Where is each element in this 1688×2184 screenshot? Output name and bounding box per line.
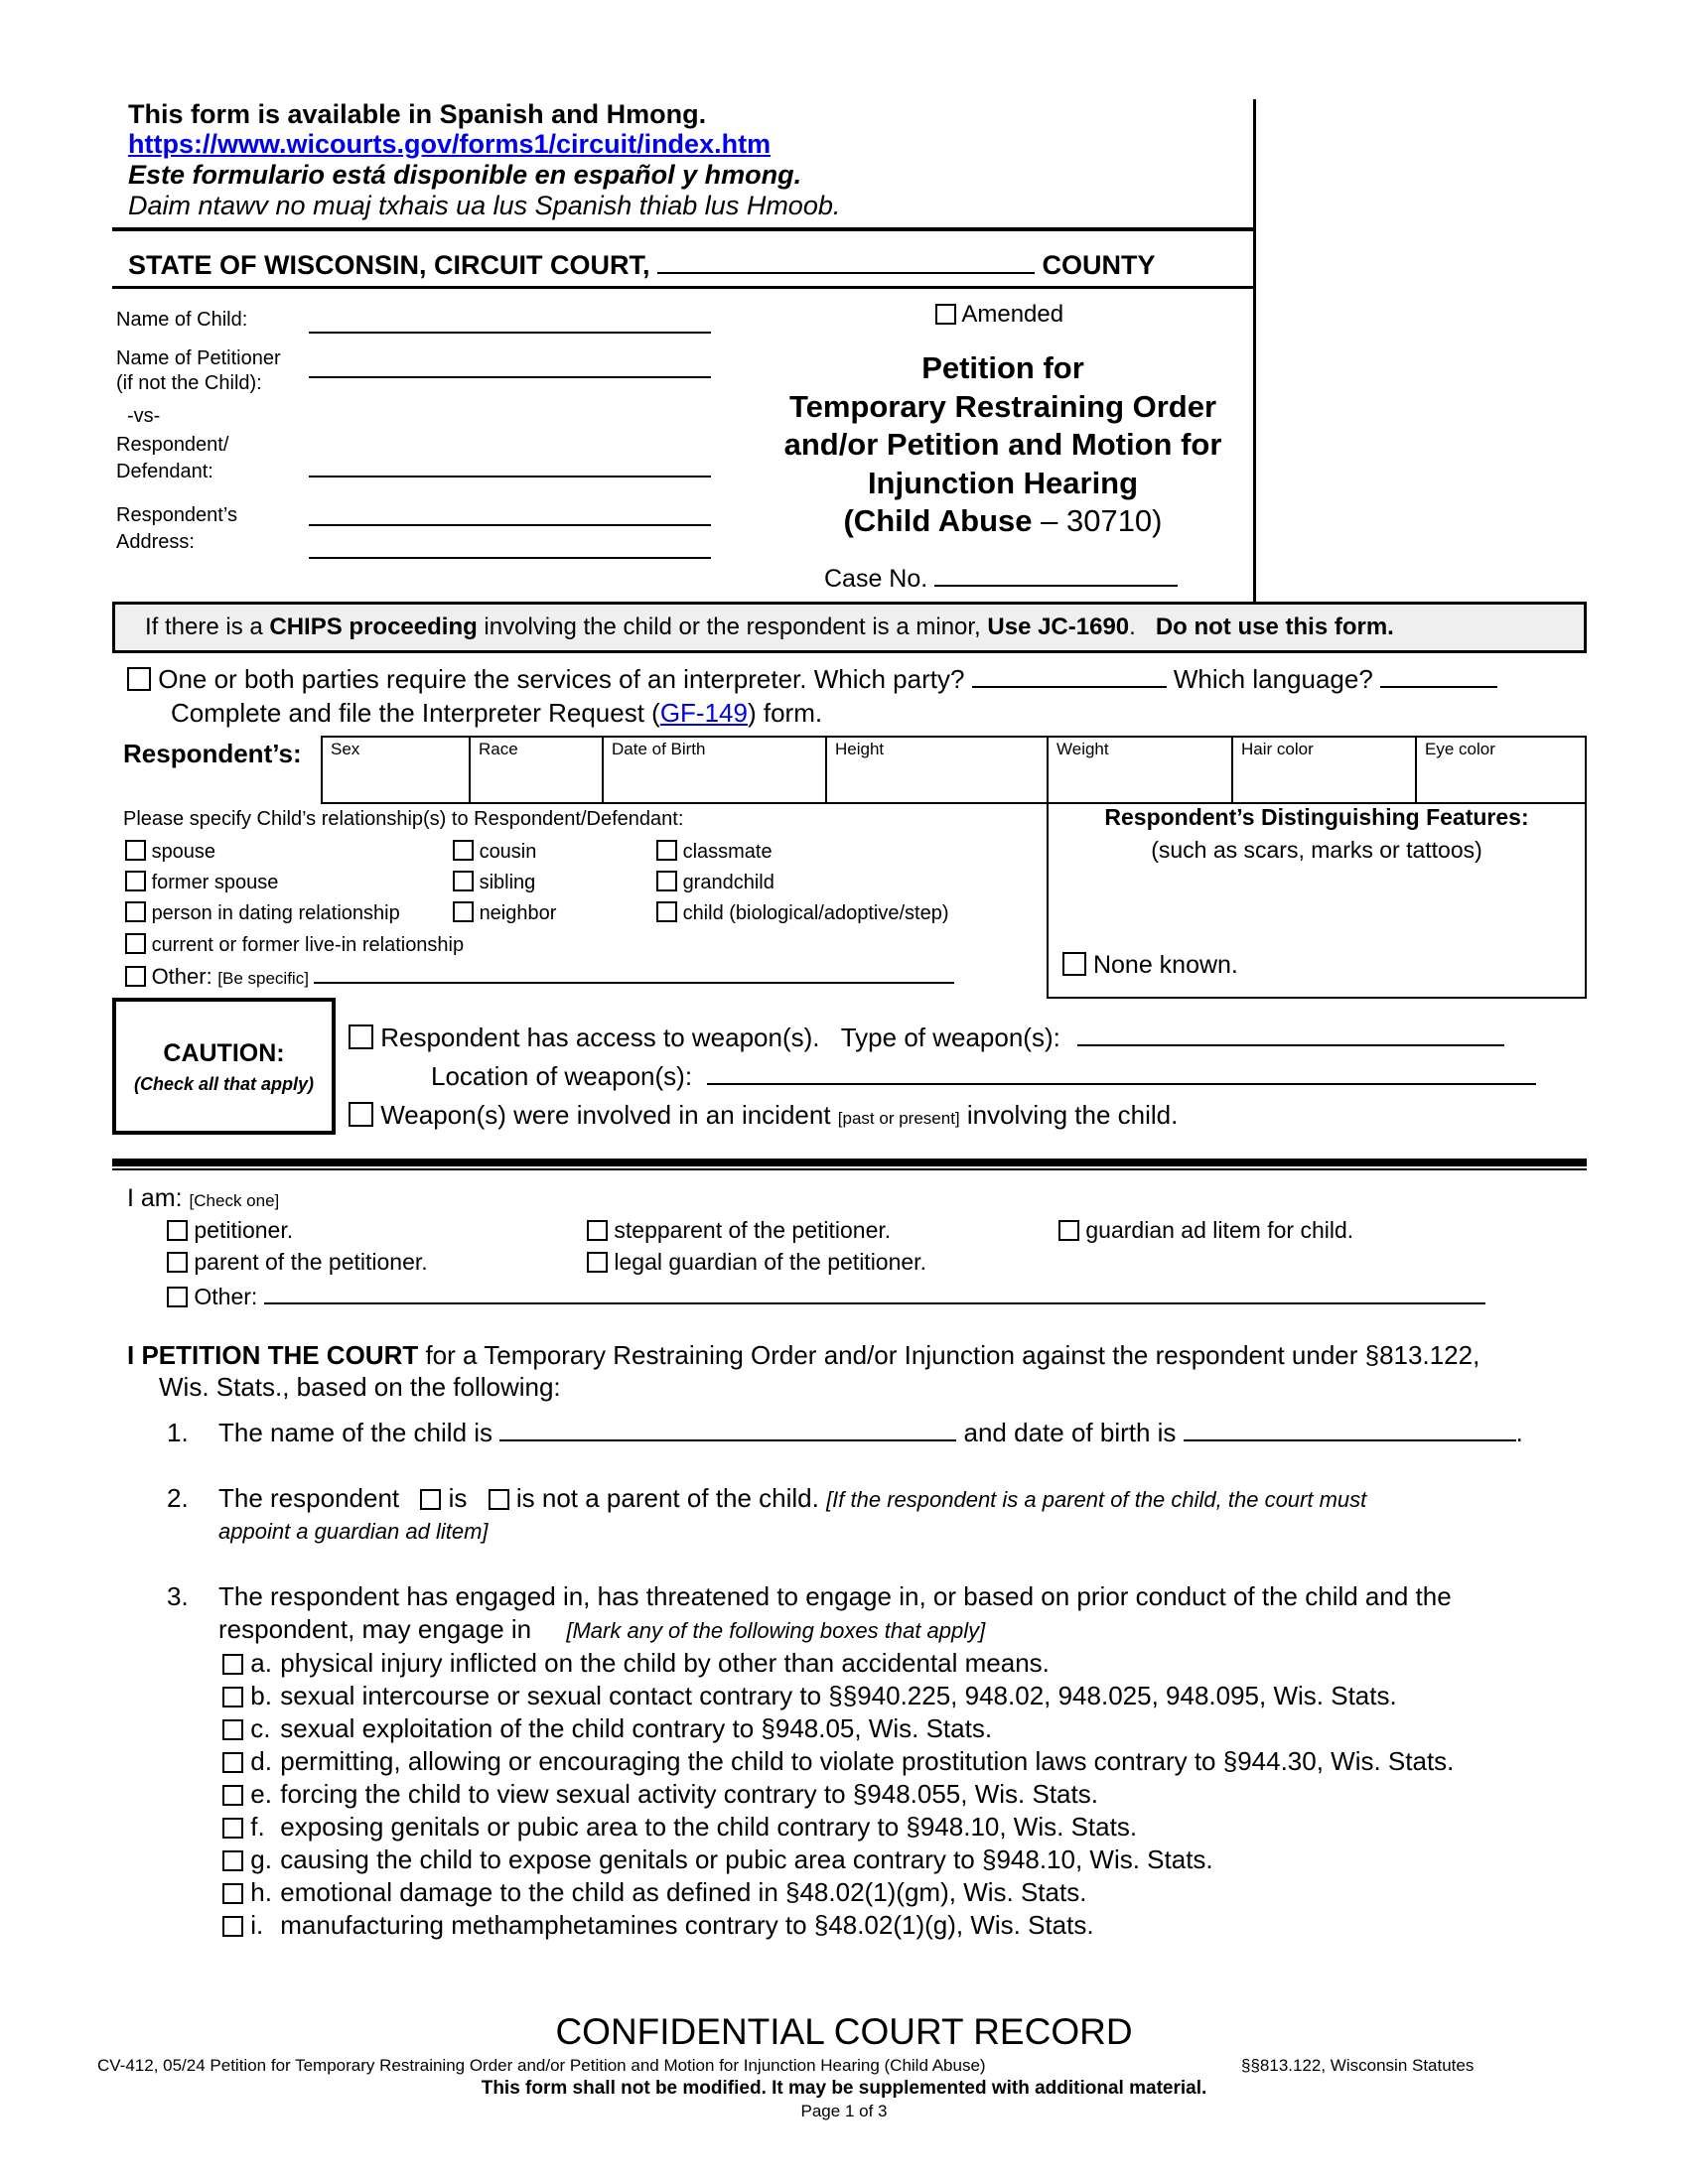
weapon-type-field[interactable] [1077,1043,1504,1046]
none-known-label: None known. [1092,951,1238,979]
item-3-number: 3. [167,1581,189,1611]
amended-label: Amended [961,301,1064,328]
abuse-e-checkbox[interactable] [222,1785,243,1806]
title-line-1: Petition for [921,350,1084,385]
i-am-petitioner-label: petitioner. [194,1217,294,1243]
caution-title: CAUTION: [163,1039,285,1067]
amended-checkbox[interactable] [935,304,956,325]
spanish-notice: Este formulario está disponible en español y hmong. [128,160,802,190]
cell-race[interactable] [469,736,604,804]
chips-text-2: involving the child or the respondent is a minor, [477,614,988,640]
item-2-is-not-label: is not a parent of the child. [515,1483,819,1513]
rel-sibling-label: sibling [479,872,536,893]
weapon-location-label: Location of weapon(s): [431,1061,693,1091]
caption-vertical-rule [1253,99,1256,604]
abuse-type-d[interactable] [222,1745,1454,1778]
weapon-access-label: Respondent has access to weapon(s). [380,1023,820,1052]
item-2-is-label: is [448,1483,468,1513]
title-line-5 [755,502,1251,541]
abuse-i-checkbox[interactable] [222,1916,243,1937]
item-2-is-checkbox[interactable] [420,1489,441,1510]
rel-neighbor-label: neighbor [479,902,557,924]
header-divider [112,227,1255,231]
rel-child-checkbox[interactable] [656,901,677,922]
rel-dating[interactable] [125,901,400,925]
cell-dob[interactable] [602,736,827,804]
petition-text: for a Temporary Restraining Order and/or Injunction against the respondent under §813.122, [418,1340,1480,1370]
rel-grandchild-checkbox[interactable] [656,871,677,891]
abuse-b-letter: b. [250,1681,272,1710]
rel-classmate-checkbox[interactable] [656,840,677,861]
abuse-b-text: sexual intercourse or sexual contact contrary to §§940.225, 948.02, 948.025, 948.095, Wis. Stats. [280,1681,1397,1710]
rel-grandchild[interactable] [656,871,774,894]
item-1-child-name-field[interactable] [499,1438,956,1441]
abuse-type-h[interactable] [222,1876,1454,1909]
item-2 [218,1483,1366,1514]
item-3-hint: [Mark any of the following boxes that apply] [566,1618,986,1643]
item-3-line-1: The respondent has engaged in, has threatened to engage in, or based on prior conduct of the child and the [218,1581,1452,1611]
i-am-parent-label: parent of the petitioner. [194,1249,428,1275]
label-respondents: Respondent’s [116,504,237,526]
relationship-heading: Please specify Child’s relationship(s) to Respondent/Defendant: [123,808,684,830]
col-weight: Weight [1056,740,1109,758]
case-number-field[interactable] [934,584,1178,587]
petition-intro-2: Wis. Stats., based on the following: [159,1372,561,1402]
rel-classmate-label: classmate [682,841,773,863]
rel-child[interactable] [656,901,949,925]
chips-bold-1: CHIPS proceeding [269,614,478,640]
rel-live-in-label: current or former live-in relationship [151,934,465,956]
i-am-label: I am: [127,1184,183,1212]
item-2-note-2: appoint a guardian ad litem] [218,1519,489,1544]
interpreter-row [127,664,1497,695]
item-2-label: The respondent [218,1483,400,1513]
rel-other-label: Other: [151,964,212,989]
confidential-label: CONFIDENTIAL COURT RECORD [555,2011,1133,2052]
rel-sibling[interactable] [453,871,535,894]
i-am-gal-checkbox[interactable] [1058,1220,1079,1241]
label-name-of-petitioner: Name of Petitioner [116,347,281,369]
label-vs: -vs- [127,405,161,427]
item-1: The name of the child is and date of birth is . [218,1418,1523,1447]
which-language-label: Which language? [1173,664,1373,694]
rel-cousin-label: cousin [479,841,537,863]
weapon-incident-hint: [past or present] [837,1109,960,1128]
i-am-guardian-ad-litem[interactable] [1058,1217,1353,1244]
caution-box [112,998,336,1135]
section-thick-rule [112,1159,1587,1166]
i-am-legal-guardian-label: legal guardian of the petitioner. [614,1249,926,1275]
i-am-parent[interactable] [167,1249,428,1276]
abuse-type-b[interactable] [222,1680,1454,1712]
petition-intro [127,1340,1479,1371]
item-2-note: [If the respondent is a parent of the child, the court must [826,1487,1367,1512]
abuse-f-text: exposing genitals or pubic area to the child contrary to §948.10, Wis. Stats. [280,1812,1138,1842]
i-am-legal-guardian[interactable] [587,1249,926,1276]
address-field-1[interactable] [309,524,711,526]
rel-sibling-checkbox[interactable] [453,871,474,891]
col-race: Race [479,740,518,758]
i-am-legal-guardian-checkbox[interactable] [587,1252,608,1273]
abuse-e-text: forcing the child to view sexual activity contrary to §948.055, Wis. Stats. [280,1779,1098,1809]
abuse-d-text: permitting, allowing or encouraging the child to violate prostitution laws contrary to §944.30, Wis. Stats. [280,1746,1455,1776]
item-1-number: 1. [167,1418,189,1447]
rel-other-checkbox[interactable] [125,966,146,987]
i-am-stepparent-checkbox[interactable] [587,1220,608,1241]
chips-notice [112,602,1587,653]
abuse-c-checkbox[interactable] [222,1719,243,1740]
weapon-incident-label: Weapon(s) were involved in an incident [380,1100,838,1130]
interpreter-label: One or both parties require the services of an interpreter. Which party? [158,664,965,694]
weapon-location-row [431,1061,1536,1092]
col-eye-color: Eye color [1425,740,1495,758]
col-dob: Date of Birth [612,740,706,758]
abuse-d-checkbox[interactable] [222,1752,243,1773]
abuse-type-i[interactable] [222,1909,1454,1942]
i-am-gal-label: guardian ad litem for child. [1085,1217,1354,1243]
chips-text-3: . [1129,614,1156,640]
title-case-code: – 30710) [1032,503,1163,538]
features-subtitle: (such as scars, marks or tattoos) [1151,837,1482,863]
i-am-parent-checkbox[interactable] [167,1252,188,1273]
weapon-incident-label-end: involving the child. [959,1100,1179,1130]
i-am-row [127,1184,279,1213]
gf-149-link[interactable]: GF-149 [659,698,748,728]
rel-other[interactable] [125,964,954,990]
amended-option[interactable] [935,301,1063,329]
weapon-access-row [349,1023,1504,1053]
title-case-type: (Child Abuse [843,503,1033,538]
case-no-label: Case No. [824,565,928,593]
i-am-stepparent[interactable] [587,1217,891,1244]
abuse-h-checkbox[interactable] [222,1883,243,1904]
rel-live-in[interactable] [125,933,464,957]
cell-height[interactable] [825,736,1049,804]
abuse-b-checkbox[interactable] [222,1687,243,1707]
court-line [128,250,1156,281]
name-of-petitioner-field[interactable] [309,376,711,378]
court-prefix: STATE OF WISCONSIN, CIRCUIT COURT, [128,250,650,280]
abuse-g-letter: g. [250,1844,272,1874]
distinguishing-features-box[interactable] [1047,802,1587,999]
rel-cousin[interactable] [453,840,536,864]
title-line-2: Temporary Restraining Order [788,388,1217,424]
rel-live-in-checkbox[interactable] [125,933,146,954]
features-title: Respondent’s Distinguishing Features: [1104,804,1529,830]
county-field[interactable] [657,271,1035,274]
court-suffix: COUNTY [1042,250,1156,280]
abuse-f-letter: f. [250,1812,265,1842]
col-sex: Sex [331,740,360,758]
abuse-a-letter: a. [250,1648,272,1678]
col-height: Height [835,740,885,758]
chips-form-ref: Use JC-1690 [987,614,1130,640]
i-am-petitioner[interactable] [167,1217,293,1244]
i-am-other-checkbox[interactable] [167,1287,188,1307]
label-address: Address: [116,531,195,553]
respondent-table-label: Respondent’s: [123,739,302,768]
interpreter-checkbox[interactable] [127,667,151,691]
address-field-2[interactable] [309,557,711,559]
rel-other-hint: [Be specific] [217,969,309,988]
abuse-d-letter: d. [250,1746,272,1776]
item-1-dob-label: and date of birth is [963,1418,1177,1447]
abuse-type-a[interactable] [222,1647,1454,1680]
item-1-dob-field[interactable] [1184,1438,1516,1441]
rel-other-field[interactable] [314,981,954,984]
rel-spouse-checkbox[interactable] [125,840,146,861]
item-2-number: 2. [167,1483,189,1513]
i-am-stepparent-label: stepparent of the petitioner. [614,1217,892,1243]
abuse-e-letter: e. [250,1779,272,1809]
abuse-type-g[interactable] [222,1843,1454,1876]
interpreter-instructions [171,698,822,729]
i-am-hint: [Check one] [189,1191,280,1210]
rel-grandchild-label: grandchild [682,872,774,893]
abuse-g-text: causing the child to expose genitals or pubic area contrary to §948.10, Wis. Stats. [280,1844,1213,1874]
statute-reference: §§813.122, Wisconsin Statutes [1241,2056,1475,2075]
caution-subtitle: (Check all that apply) [133,1074,315,1094]
abuse-type-c[interactable] [222,1712,1454,1745]
cell-eye-color[interactable] [1415,736,1587,804]
petition-heading: I PETITION THE COURT [127,1340,419,1370]
rel-dating-checkbox[interactable] [125,901,146,922]
forms-link[interactable]: https://www.wicourts.gov/forms1/circuit/index.htm [128,129,772,159]
title-line-3: and/or Petition and Motion for [783,427,1222,462]
label-respondent: Respondent/ [116,434,229,456]
weapon-incident-checkbox[interactable] [349,1102,373,1127]
rel-child-label: child (biological/adoptive/step) [682,902,949,924]
title-line-4: Injunction Hearing [867,465,1139,500]
page-number: Page 1 of 3 [800,2102,888,2120]
i-am-other-field[interactable] [264,1301,1485,1304]
form-id: CV-412, 05/24 Petition for Temporary Restraining Order and/or Petition and Motion for Injunction Hearing (Child Abuse) [97,2056,986,2075]
cell-weight[interactable] [1047,736,1233,804]
item-1-child-name-label: The name of the child is [218,1418,493,1447]
i-am-other-label: Other: [194,1284,258,1309]
respondent-name-field[interactable] [309,476,711,478]
col-hair-color: Hair color [1241,740,1314,758]
form-title [755,349,1251,541]
weapon-location-field[interactable] [707,1082,1536,1085]
label-if-not-child: (if not the Child): [116,372,262,394]
rel-spouse-label: spouse [151,841,216,863]
abuse-c-text: sexual exploitation of the child contrary to §948.05, Wis. Stats. [280,1713,993,1743]
which-language-field[interactable] [1380,685,1497,688]
cell-sex[interactable] [321,736,471,804]
rel-spouse[interactable] [125,840,215,864]
abuse-i-letter: i. [250,1910,264,1940]
which-party-field[interactable] [972,685,1167,688]
item-3-text: respondent, may engage in [218,1614,532,1644]
weapon-access-checkbox[interactable] [349,1024,373,1049]
abuse-type-f[interactable] [222,1811,1454,1843]
chips-text-1: If there is a [145,614,270,640]
rel-neighbor-checkbox[interactable] [453,901,474,922]
rel-dating-label: person in dating relationship [151,902,400,924]
rel-classmate[interactable] [656,840,773,864]
court-divider [112,286,1255,289]
abuse-h-letter: h. [250,1877,272,1907]
abuse-a-text: physical injury inflicted on the child by other than accidental means. [280,1648,1050,1678]
none-known-option[interactable] [1062,951,1238,980]
abuse-type-e[interactable] [222,1778,1454,1811]
abuse-f-checkbox[interactable] [222,1818,243,1839]
abuse-c-letter: c. [250,1713,271,1743]
rel-neighbor[interactable] [453,901,556,925]
rel-cousin-checkbox[interactable] [453,840,474,861]
i-am-other[interactable] [167,1284,1485,1310]
item-3-line-2 [218,1614,985,1645]
case-number-row [824,565,1178,594]
rel-former-spouse-checkbox[interactable] [125,871,146,891]
label-name-of-child: Name of Child: [116,309,248,331]
abuse-type-list [222,1647,1454,1942]
label-defendant: Defendant: [116,461,213,482]
interpreter-instr-text: Complete and file the Interpreter Request ( [171,698,660,728]
chips-warning: Do not use this form. [1155,614,1394,640]
item-2-is-not-checkbox[interactable] [489,1489,509,1510]
abuse-a-checkbox[interactable] [222,1654,243,1675]
abuse-h-text: emotional damage to the child as defined in §48.02(1)(gm), Wis. Stats. [280,1877,1087,1907]
modification-notice: This form shall not be modified. It may be supplemented with additional material. [481,2078,1207,2099]
abuse-i-text: manufacturing methamphetamines contrary to §48.02(1)(g), Wis. Stats. [280,1910,1094,1940]
rel-former-spouse-label: former spouse [151,872,279,893]
hmong-notice: Daim ntawv no muaj txhais ua lus Spanish thiab lus Hmoob. [128,191,841,220]
none-known-checkbox[interactable] [1062,952,1086,976]
weapon-type-label: Type of weapon(s): [840,1023,1060,1052]
interpreter-instr-end: ) form. [747,698,823,728]
i-am-petitioner-checkbox[interactable] [167,1220,188,1241]
weapon-incident-row [349,1100,1178,1131]
name-of-child-field[interactable] [309,332,711,334]
abuse-g-checkbox[interactable] [222,1850,243,1871]
rel-former-spouse[interactable] [125,871,278,894]
availability-notice: This form is available in Spanish and Hmong. [128,99,707,129]
section-thin-rule [112,1168,1587,1170]
cell-hair-color[interactable] [1231,736,1417,804]
